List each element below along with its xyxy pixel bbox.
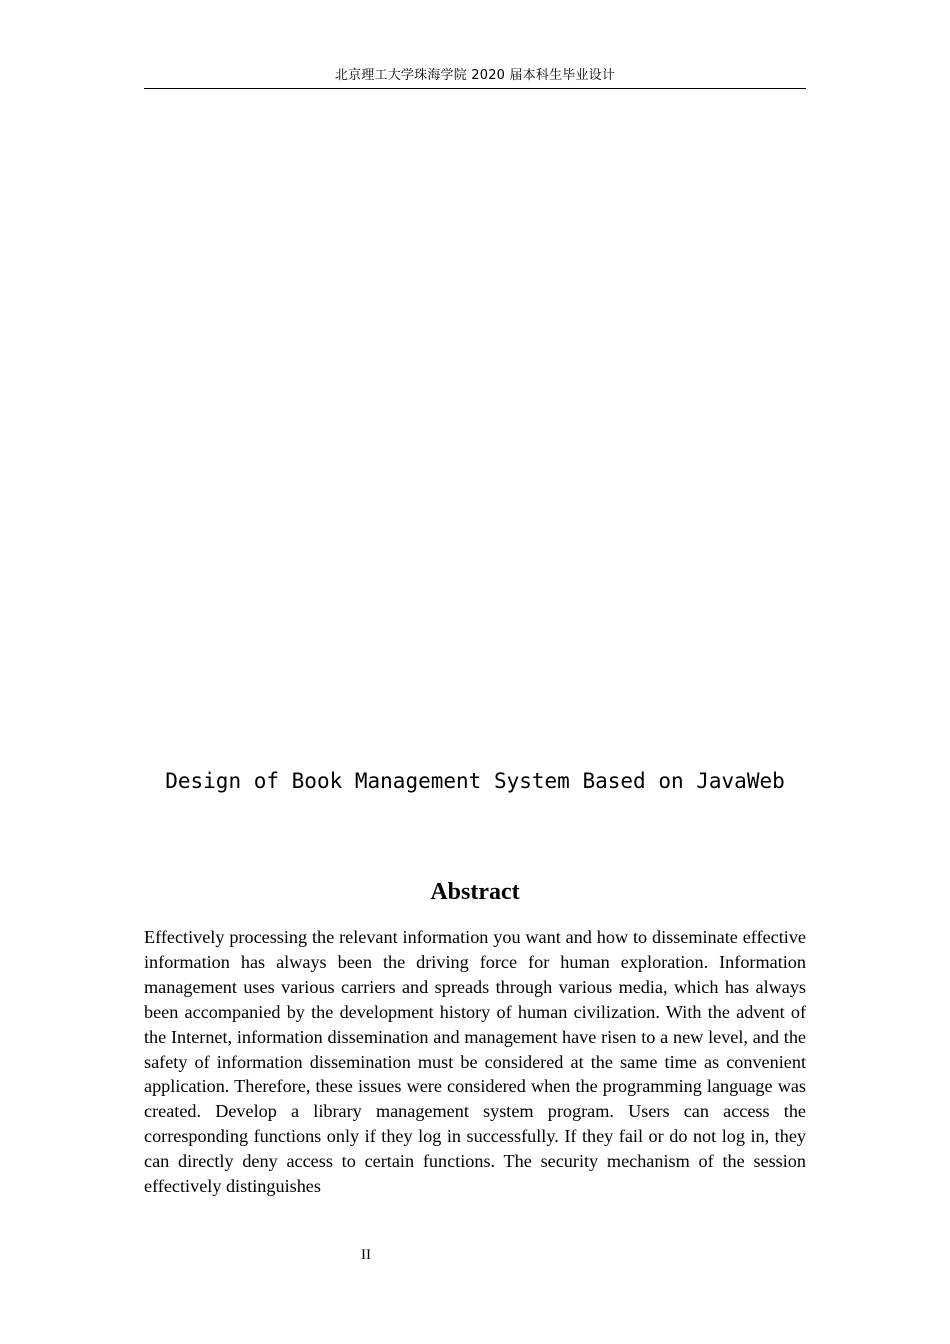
page-number: II — [361, 1247, 371, 1263]
abstract-heading: Abstract — [430, 879, 520, 905]
header-text: 北京理工大学珠海学院 2020 届本科生毕业设计 — [334, 68, 616, 83]
page-header — [144, 66, 806, 89]
document-title: Design of Book Management System Based on JavaWeb — [165, 769, 785, 793]
abstract-paragraph: Effectively processing the relevant information you want and how to disseminate effective information has always been the driving force for human exploration. Information management uses various carriers and spreads through various media, which has always been accompanied by the development history of human civilization. With the advent of the Internet, information dissemination and management have risen to a new level, and the safety of information dissemination must be considered at the same time as convenient application. Therefore, these issues were considered when the programming language was created. Develop a library management system program. Users can access the corresponding functions only if they log in successfully. If they fail or do not log in, they can directly deny access to certain functions. The security mechanism of the session effectively distinguishes — [144, 927, 806, 1197]
